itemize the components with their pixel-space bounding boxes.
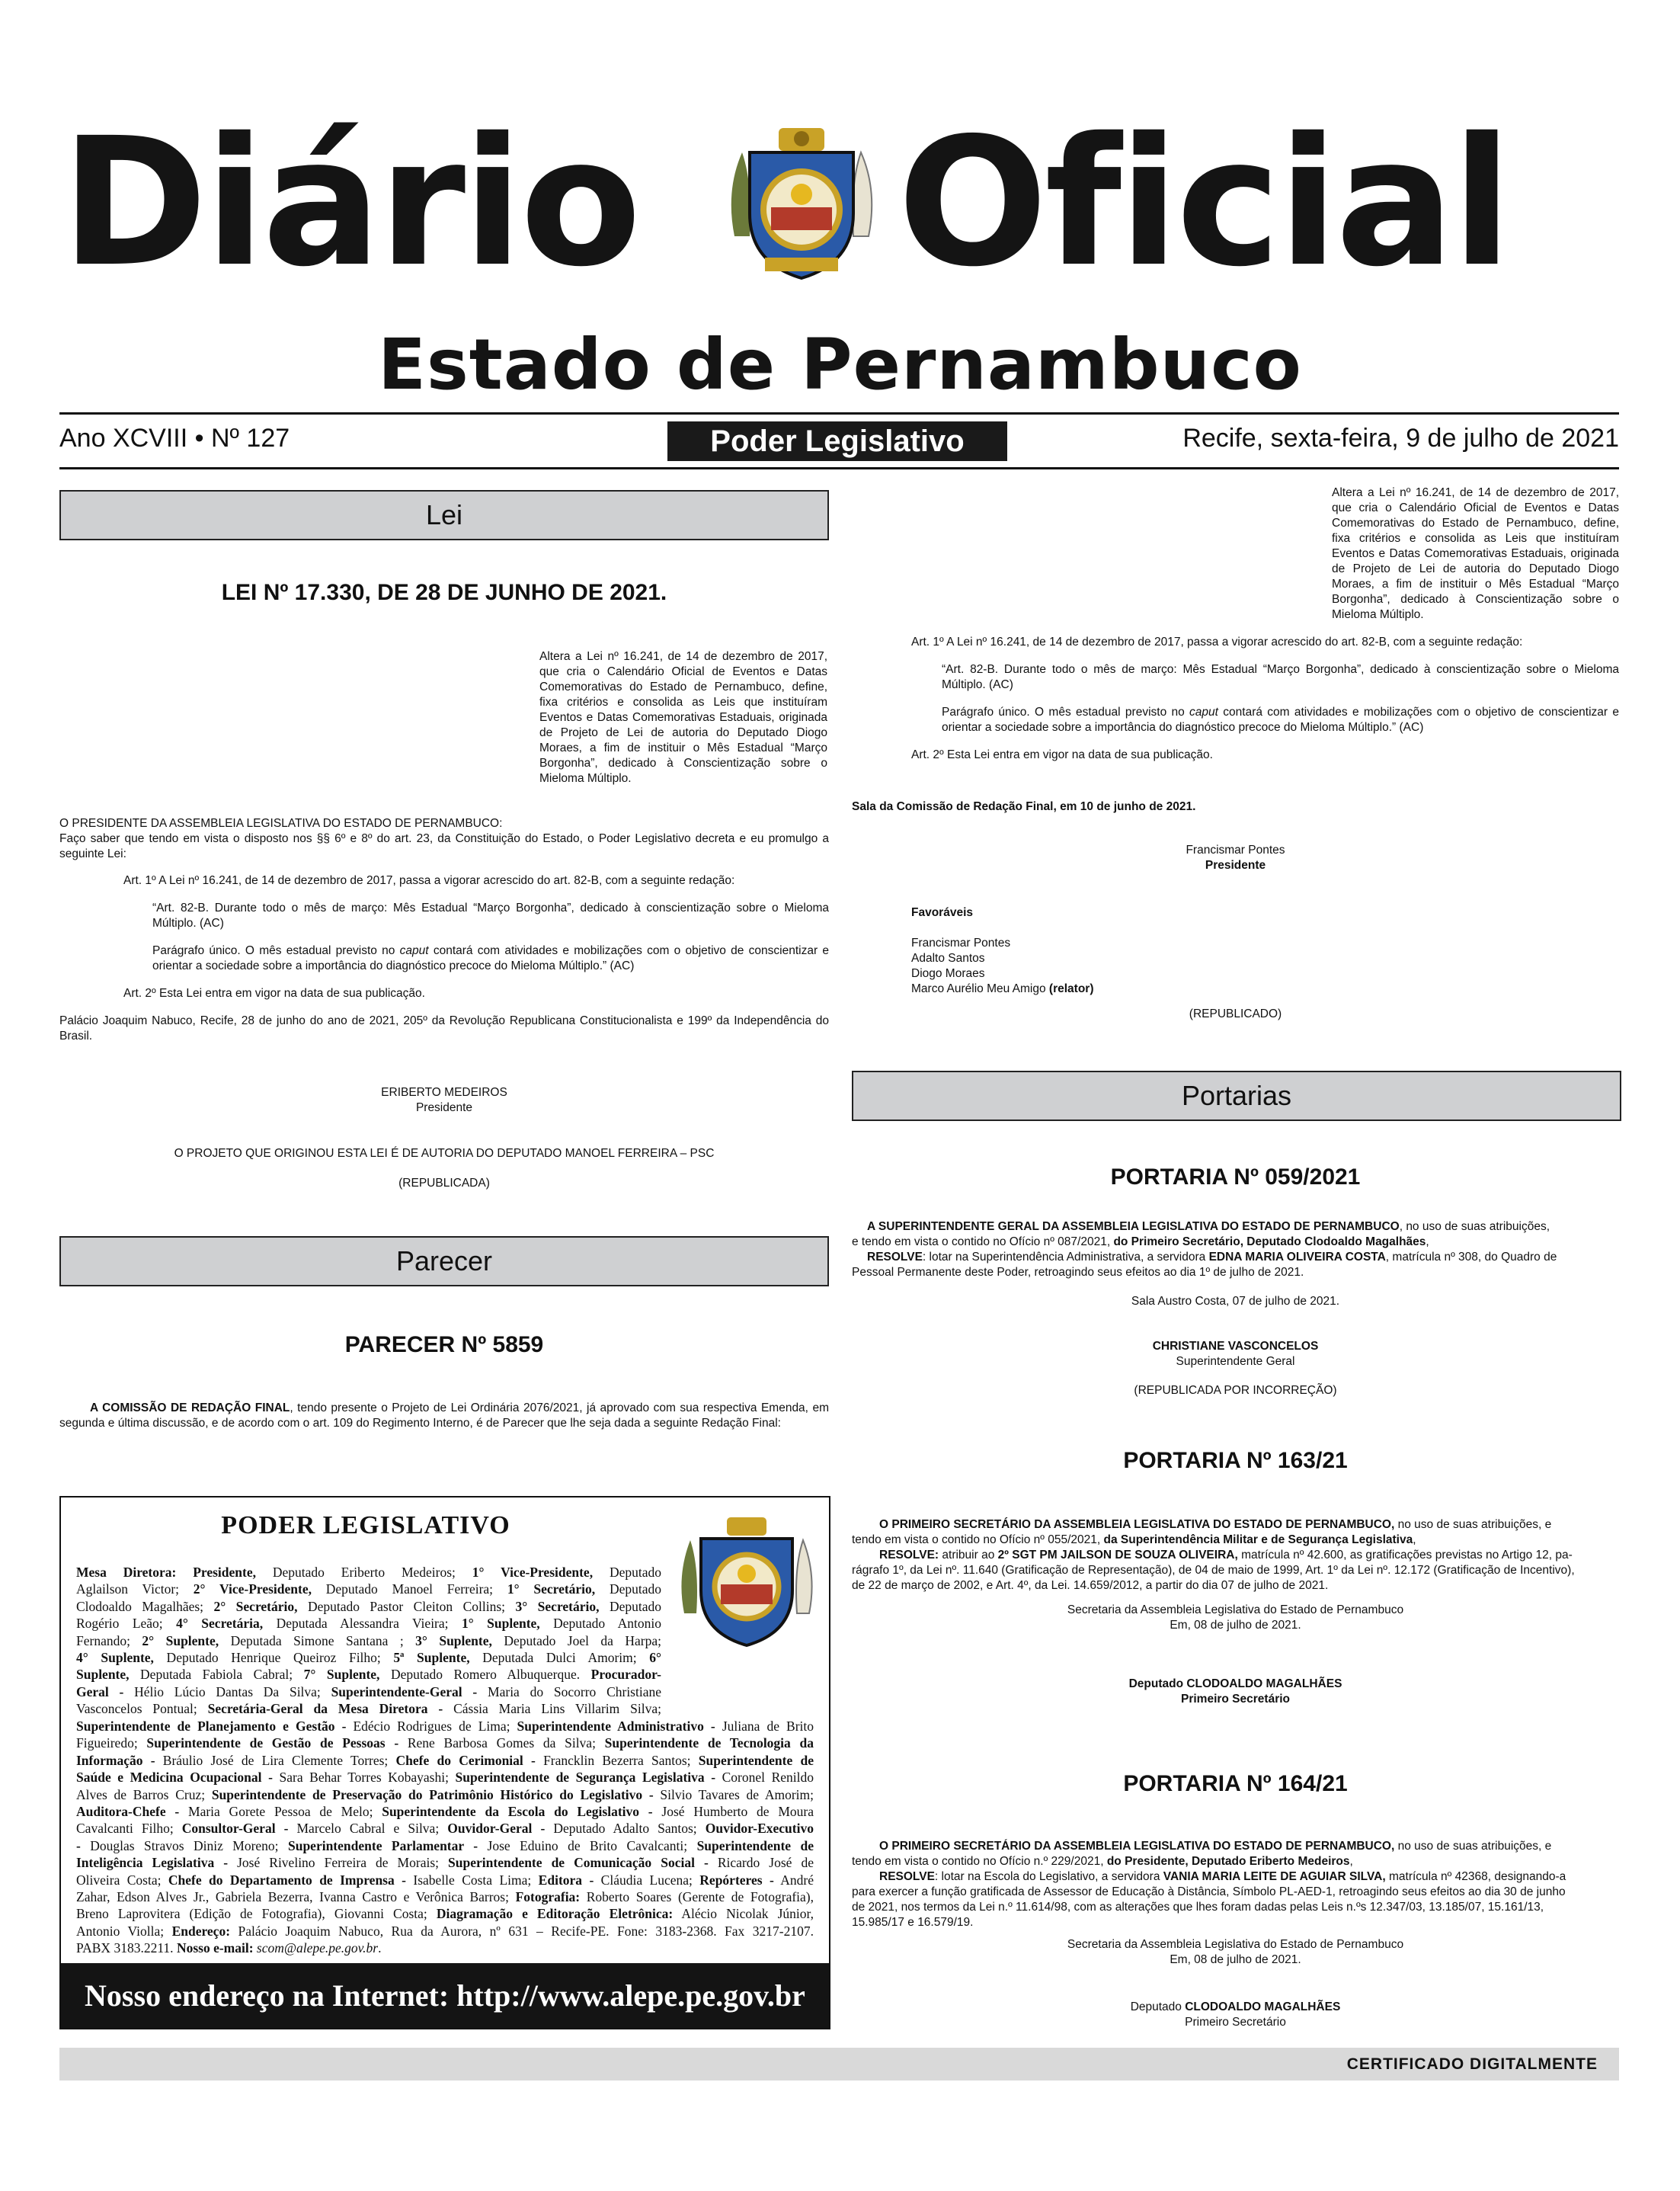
box-credit-text: Vasconcelos Pontual;	[76, 1701, 208, 1717]
box-credit-text: Ricardo José de	[708, 1855, 814, 1871]
p163-resolve-text: atribuir ao	[939, 1549, 998, 1562]
box-credit-text: Cláudia Lucena;	[594, 1872, 700, 1888]
favoravel-4	[911, 982, 1445, 997]
lei-signature	[59, 1085, 829, 1116]
box-credit-text: Ouvidor-Geral -	[447, 1821, 546, 1837]
lei-paragrafo-caput: caput	[399, 944, 429, 957]
p164-resolve-text: : lotar na Escola do Legislativo, a servidora	[934, 1870, 1163, 1883]
box-credit-text: 1° Suplente,	[461, 1616, 540, 1632]
p163-signature	[852, 1677, 1619, 1707]
box-credit-text: Deputado Joel da Harpa;	[491, 1632, 661, 1648]
parecer-title: PARECER Nº 5859	[344, 1332, 544, 1357]
box-credit-text: 3° Suplente,	[415, 1632, 492, 1648]
box-credit-text: 4° Suplente,	[76, 1650, 154, 1666]
box-credit-text: Superintendente de Gestão de Pessoas -	[146, 1735, 399, 1751]
lei-presidente-line: O PRESIDENTE DA ASSEMBLEIA LEGISLATIVA DO ESTADO DE PERNAMBUCO:	[59, 817, 503, 830]
parecer-art82b: “Art. 82-B. Durante todo o mês de março: Mês Estadual “Março Borgonha”, dedicado à conscientização sobre o Mieloma Múltiplo. (AC)	[942, 663, 1619, 691]
p059-signer-role: Superintendente Geral	[1176, 1355, 1295, 1368]
p059-sala: Sala Austro Costa, 07 de julho de 2021.	[1131, 1295, 1340, 1308]
box-credit-line	[76, 1769, 814, 1786]
p163-resolve: RESOLVE:	[879, 1549, 939, 1562]
box-credit-text: Informação -	[76, 1752, 155, 1768]
box-credit-text: Superintendente de Planejamento e Gestão -	[76, 1719, 347, 1734]
p163-line2-end: ,	[1413, 1533, 1416, 1546]
masthead-rule-bottom	[59, 467, 1619, 469]
box-credit-text: 5ª Suplente,	[393, 1650, 470, 1666]
parecer-chair	[852, 843, 1619, 873]
box-credit-text: Isabelle Costa Lima;	[405, 1872, 539, 1888]
p059-resolve-text: : lotar na Superintendência Administrativa, a servidora	[922, 1251, 1209, 1264]
p163-line1-rest: no uso de suas atribuições, e	[1394, 1518, 1552, 1531]
box-credit-text: Hélio Lúcio Dantas Da Silva;	[123, 1683, 331, 1699]
box-credit-text: 2° Secretário,	[213, 1598, 298, 1614]
box-credit-text: Mesa Diretora: Presidente,	[76, 1565, 256, 1580]
box-credit-text: Aglailson Victor;	[76, 1581, 194, 1597]
box-credit-line	[76, 1905, 814, 1922]
box-credit-text: 7° Suplente,	[303, 1667, 380, 1683]
box-credit-text: Oliveira Costa;	[76, 1872, 168, 1888]
poder-legislativo-box	[59, 1496, 830, 2029]
footer-band	[59, 2048, 1619, 2080]
box-credit-line	[76, 1923, 814, 1940]
portaria-164-body	[852, 1839, 1619, 1930]
box-credit-line	[76, 1820, 814, 1837]
box-credit-text: Jose Eduino de Brito Cavalcanti;	[478, 1837, 697, 1853]
box-credit-text: Figueiredo;	[76, 1735, 147, 1751]
p164-resolve: RESOLVE	[879, 1870, 935, 1883]
box-credit-text: Superintendente-Geral -	[331, 1683, 478, 1699]
box-credit-text: .	[378, 1940, 382, 1956]
box-credit-text: Superintendente de Comunicação Social -	[448, 1855, 709, 1871]
branch-banner: Poder Legislativo	[667, 421, 1007, 461]
box-credit-text: Superintendente Parlamentar -	[287, 1837, 478, 1853]
box-credit-text: Deputado	[595, 1581, 661, 1597]
favoravel-4-name: Marco Aurélio Meu Amigo	[911, 982, 1046, 995]
box-credit-text: 2° Suplente,	[142, 1632, 219, 1648]
lei-paragrafo-text-b: contará com atividades e mobilizações com o objetivo de conscientizar e orientar a sociedade sobre a importância do diagnóstico precoce do Mieloma Múltiplo.” (AC)	[152, 944, 829, 972]
box-credit-line	[76, 1940, 814, 1956]
box-credit-text: Maria do Socorro Christiane	[477, 1683, 661, 1699]
box-credit-text: Breno Laprovitera (Edição de Fotografia), Giovanni Costa;	[76, 1906, 437, 1922]
p163-resolve-c: rágrafo 1º, da Lei nº. 11.640 (Gratificação de Representação), de 04 de maio de 1999, Art. 1º da Lei nº. 12.172 (Gratificação de Incentivo),	[852, 1564, 1575, 1577]
p164-issuer: O PRIMEIRO SECRETÁRIO DA ASSEMBLEIA LEGISLATIVA DO ESTADO DE PERNAMBUCO,	[879, 1840, 1395, 1853]
parecer-ementa: Altera a Lei nº 16.241, de 14 de dezembro de 2017, que cria o Calendário Oficial de Eventos e Datas Comemorativas do Estado de Pernambuco, define, fixa critérios e consolida as Leis que instituíram Eventos e Datas Comemorativas Estaduais, originada de Projeto de Lei de autoria do Deputado Diogo Moraes, a fim de instituir o Mês Estadual “Março Borgonha”, dedicado à Conscientização sobre o Mieloma Múltiplo.	[1332, 486, 1619, 621]
box-credit-text: Deputado Adalto Santos;	[545, 1821, 706, 1837]
box-credit-text: 6°	[649, 1650, 662, 1666]
box-credit-line	[76, 1735, 814, 1751]
portaria-163-body	[852, 1517, 1619, 1594]
box-credit-text: Roberto Soares (Gerente de Fotografia),	[580, 1889, 814, 1905]
lei-projeto-autoria: O PROJETO QUE ORIGINOU ESTA LEI É DE AUTORIA DO DEPUTADO MANOEL FERREIRA – PSC	[174, 1147, 715, 1160]
p164-servidora: VANIA MARIA LEITE DE AGUIAR SILVA,	[1163, 1870, 1386, 1883]
box-credit-text: Rene Barbosa Gomes da Silva;	[398, 1735, 605, 1751]
box-credit-line	[76, 1752, 814, 1769]
box-credit-text: Zahar, Edson Alves Jr., Gabriela Bezerra, Ivanna Castro e Verônica Barros;	[76, 1889, 516, 1905]
box-credit-text: Rogério Leão;	[76, 1616, 177, 1632]
box-credit-line	[76, 1683, 661, 1700]
box-credit-line	[76, 1803, 814, 1820]
box-credit-text: Deputado Pastor Cleiton Collins;	[297, 1598, 516, 1614]
box-credit-text: Deputado Romero Albuquerque.	[379, 1667, 591, 1683]
box-credit-text: 3° Secretário,	[515, 1598, 600, 1614]
box-staff-list-wide	[76, 1718, 814, 1957]
box-credit-text: Deputado Manoel Ferreira;	[312, 1581, 507, 1597]
box-credit-text: Cássia Maria Lins Villarim Silva;	[443, 1701, 661, 1717]
box-credit-text: Editora -	[538, 1872, 594, 1888]
p164-line2-end: ,	[1349, 1855, 1353, 1868]
p059-resolve-end: Pessoal Permanente deste Poder, retroagindo seus efeitos ao dia 1º de julho de 2021.	[852, 1266, 1304, 1279]
box-credit-text: 4° Secretária,	[176, 1616, 264, 1632]
favoravel-4-relator: (relator)	[1048, 982, 1094, 995]
box-credit-text: Suplente,	[76, 1667, 130, 1683]
p059-line2-end: ,	[1426, 1235, 1429, 1248]
box-credit-text: Ouvidor-Executivo	[705, 1821, 814, 1837]
p164-signature	[852, 2000, 1619, 2030]
parecer-art2: Art. 2º Esta Lei entra em vigor na data de sua publicação.	[911, 748, 1213, 761]
box-credit-text: Deputado	[599, 1598, 661, 1614]
favoravel-1: Francismar Pontes	[911, 937, 1011, 950]
box-credit-line	[76, 1632, 661, 1649]
box-credit-line	[76, 1700, 661, 1717]
box-credit-text: Consultor-Geral -	[181, 1821, 289, 1837]
p164-signer-name: CLODOALDO MAGALHÃES	[1185, 2000, 1341, 2013]
box-credit-text: Chefe do Cerimonial -	[395, 1752, 536, 1768]
box-credit-line	[76, 1837, 814, 1854]
p059-oficio-from: do Primeiro Secretário, Deputado Clodoaldo Magalhães	[1113, 1235, 1426, 1248]
p163-oficio-from: da Superintendência Militar e de Segurança Legislativa	[1103, 1533, 1413, 1546]
box-credit-text: José Humberto de Moura	[652, 1804, 814, 1820]
box-credit-text: Douglas Stravos Diniz Moreno;	[80, 1837, 288, 1853]
p059-matricula: , matrícula nº 308, do Quadro de	[1385, 1251, 1557, 1264]
box-credit-text: Nosso e-mail:	[176, 1940, 254, 1956]
box-credit-text: Chefe do Departamento de Imprensa -	[168, 1872, 406, 1888]
p164-resolve-d: de 2021, nos termos da Lei n.º 11.614/98, com as alterações que lhes foram dadas pelas Leis n.ºs 12.347/03, 13.185/07, 15.161/13,	[852, 1901, 1544, 1914]
favoravel-2: Adalto Santos	[911, 952, 985, 965]
box-credit-text: Deputada Alessandra Vieira;	[263, 1616, 462, 1632]
p164-secretaria	[852, 1937, 1619, 1968]
parecer-chair-role: Presidente	[1205, 859, 1266, 872]
p059-oficio: e tendo em vista o contido no Ofício nº 087/2021,	[852, 1235, 1114, 1248]
box-credit-text: Cavalcanti Filho;	[76, 1821, 182, 1837]
box-credit-text: Endereço:	[171, 1923, 231, 1939]
box-credit-text: Deputada Dulci Amorim;	[469, 1650, 650, 1666]
state-coat-of-arms	[719, 122, 884, 288]
p059-servidora: EDNA MARIA OLIVEIRA COSTA	[1208, 1251, 1386, 1264]
lei-signer-role: Presidente	[415, 1101, 473, 1114]
box-credit-text: André	[773, 1872, 814, 1888]
lei-paragrafo-text-a: Parágrafo único. O mês estadual previsto no	[152, 944, 400, 957]
masthead-rule-top	[59, 412, 1619, 415]
box-staff-list-narrow	[76, 1564, 661, 1718]
box-credit-text: Saúde e Medicina Ocupacional -	[76, 1770, 273, 1786]
parecer-chair-name: Francismar Pontes	[1186, 844, 1285, 857]
box-credit-text: Antonio Violla;	[76, 1923, 172, 1939]
box-credit-line	[76, 1666, 661, 1683]
box-credit-line	[76, 1872, 814, 1888]
lei-ementa: Altera a Lei nº 16.241, de 14 de dezembro de 2017, que cria o Calendário Oficial de Eventos e Datas Comemorativas do Estado de Pernambuco, define, fixa critérios e consolida as Leis que instituíram Eventos e Datas Comemorativas Estaduais, originada de Projeto de Lei de autoria do Deputado Diogo Moraes, a fim de instituir o Mês Estadual “Março Borgonha”, dedicado à Conscientização sobre o Mieloma Múltiplo.	[539, 650, 827, 785]
box-credit-text: 1° Secretário,	[507, 1581, 596, 1597]
lei-republicada: (REPUBLICADA)	[398, 1177, 490, 1190]
box-credit-text: Maria Gorete Pessoa de Melo;	[179, 1804, 382, 1820]
p163-secretaria-line: Secretaria da Assembleia Legislativa do Estado de Pernambuco	[1067, 1603, 1404, 1616]
p164-em: Em, 08 de julho de 2021.	[1170, 1953, 1301, 1966]
box-credit-text: Deputado	[593, 1565, 661, 1580]
box-credit-text: 1° Vice-Presidente,	[472, 1565, 594, 1580]
box-credit-text: Francklin Bezerra Santos;	[535, 1752, 699, 1768]
box-credit-text: Superintendente de	[696, 1837, 814, 1853]
box-coat-of-arms	[670, 1514, 823, 1651]
lei-title: LEI Nº 17.330, DE 28 DE JUNHO DE 2021.	[221, 580, 667, 605]
p163-matricula: matrícula nº 42.600, as gratificações previstas no Artigo 12, pa-	[1237, 1549, 1573, 1562]
box-credit-text: Diagramação e Editoração Eletrônica:	[436, 1906, 674, 1922]
box-credit-text: Juliana de Brito	[715, 1719, 814, 1734]
box-credit-text: Alves de Barros Cruz;	[76, 1786, 212, 1802]
p059-line1-rest: , no uso de suas atribuições,	[1399, 1220, 1550, 1233]
lei-palacio: Palácio Joaquim Nabuco, Recife, 28 de junho do ano de 2021, 205º da Revolução Republicana Constitucionalista e 199º da Independência do Brasil.	[59, 1014, 829, 1043]
p164-line1-rest: no uso de suas atribuições, e	[1394, 1840, 1552, 1853]
lei-paragrafo-unico	[59, 943, 829, 974]
p163-resolve-d: de 22 de março de 2002, e Art. 4º, da Lei. 14.659/2012, a partir do dia 07 de julho de 2021.	[852, 1579, 1329, 1592]
coat-of-arms-small-icon	[670, 1514, 823, 1651]
box-credit-line	[76, 1615, 661, 1632]
box-credit-text: Palácio Joaquim Nabuco, Rua da Aurora, nº 631 – Recife-PE. Fone: 3183-2368. Fax 3217-2107.	[230, 1923, 814, 1939]
lei-signer-name: ERIBERTO MEDEIROS	[381, 1086, 507, 1099]
edition-number: Ano XCVIII • Nº 127	[59, 424, 290, 453]
lei-body	[59, 816, 829, 1044]
box-credit-text: 2° Vice-Presidente,	[193, 1581, 312, 1597]
section-header-portarias: Portarias	[852, 1071, 1621, 1121]
parecer-paragrafo-text-a: Parágrafo único. O mês estadual previsto no	[942, 706, 1190, 719]
parecer-art1: Art. 1º A Lei nº 16.241, de 14 de dezembro de 2017, passa a vigorar acrescido do art. 82-B, com a seguinte redação:	[911, 636, 1523, 649]
p059-signer-name: CHRISTIANE VASCONCELOS	[1152, 1340, 1319, 1353]
box-credit-text: Silvio Tavares de Amorim;	[653, 1786, 814, 1802]
box-credit-text: Deputado Eriberto Medeiros;	[256, 1565, 472, 1580]
section-header-lei: Lei	[59, 490, 829, 540]
lei-art2: Art. 2º Esta Lei entra em vigor na data de sua publicação.	[123, 987, 425, 1000]
parecer-intro-bold: A COMISSÃO DE REDAÇÃO FINAL	[90, 1401, 290, 1414]
p164-resolve-e: 15.985/17 e 16.579/19.	[852, 1916, 974, 1929]
box-credit-text: -	[76, 1837, 81, 1853]
box-credit-text: Sara Behar Torres Kobayashi;	[272, 1770, 456, 1786]
favoraveis-label: Favoráveis	[911, 906, 973, 919]
box-credit-text: Superintendente da Escola do Legislativo -	[382, 1804, 653, 1820]
p163-em: Em, 08 de julho de 2021.	[1170, 1619, 1301, 1632]
box-credit-line	[76, 1598, 661, 1615]
lei-art1: Art. 1º A Lei nº 16.241, de 14 de dezembro de 2017, passa a vigorar acrescido do art. 82-B, com a seguinte redação:	[123, 874, 735, 887]
box-credit-text: scom@alepe.pe.gov.br	[256, 1940, 379, 1956]
parecer-republicado: (REPUBLICADO)	[1189, 1007, 1282, 1020]
box-credit-text: Superintendente de Preservação do Patrimônio Histórico do Legislativo -	[211, 1786, 654, 1802]
section-header-parecer: Parecer	[59, 1236, 829, 1286]
box-credit-text: PABX 3183.2211.	[76, 1940, 177, 1956]
parecer-sala: Sala da Comissão de Redação Final, em 10 de junho de 2021.	[852, 800, 1196, 813]
masthead-title-oficial: Oficial	[898, 100, 1509, 306]
lei-faco-saber: Faço saber que tendo em vista o disposto nos §§ 6º e 8º do art. 23, da Constituição do Estado, o Poder Legislativo decreta e eu promulgo a seguinte Lei:	[59, 832, 829, 860]
box-credit-text: Deputada Fabiola Cabral;	[129, 1667, 304, 1683]
box-credit-text: Bráulio José de Lira Clemente Torres;	[155, 1752, 396, 1768]
lei-art82b: “Art. 82-B. Durante todo o mês de março: Mês Estadual “Março Borgonha”, dedicado à conscientização sobre o Mieloma Múltiplo. (AC)	[152, 902, 829, 930]
masthead-subtitle: Estado de Pernambuco	[378, 324, 1302, 405]
favoravel-3: Diogo Moraes	[911, 967, 985, 980]
p163-secretaria	[852, 1603, 1619, 1633]
p164-signer-prefix: Deputado	[1130, 2000, 1186, 2013]
box-credit-text: Clodoaldo Magalhães;	[76, 1598, 214, 1614]
p059-signature	[852, 1339, 1619, 1369]
coat-of-arms-icon	[719, 122, 884, 288]
p163-issuer: O PRIMEIRO SECRETÁRIO DA ASSEMBLEIA LEGISLATIVA DO ESTADO DE PERNAMBUCO,	[879, 1518, 1395, 1531]
box-internet-address: Nosso endereço na Internet: http://www.alepe.pe.gov.br	[61, 1963, 829, 2028]
masthead-title-diario: Diário	[61, 100, 638, 306]
p163-signer-role: Primeiro Secretário	[1180, 1693, 1290, 1706]
box-credit-line	[76, 1581, 661, 1597]
box-credit-text: José Rivelino Ferreira de Morais;	[228, 1855, 449, 1871]
publication-date: Recife, sexta-feira, 9 de julho de 2021	[1182, 424, 1619, 453]
p164-oficio-from: do Presidente, Deputado Eriberto Medeiros	[1106, 1855, 1350, 1868]
box-credit-line	[76, 1888, 814, 1905]
p059-resolve: RESOLVE	[867, 1251, 923, 1264]
box-credit-text: Fernando;	[76, 1632, 142, 1648]
parecer-intro-rest: , tendo presente o Projeto de Lei Ordinária 2076/2021, já aprovado com sua respectiva Emenda, em segunda e última discussão, e de acordo com o art. 109 do Regimento Interno, é de Parecer que lhe seja dada a seguinte Redação Final:	[59, 1401, 829, 1430]
box-credit-line	[76, 1564, 661, 1581]
portaria-164-title: PORTARIA Nº 164/21	[1123, 1771, 1348, 1796]
p059-issuer: A SUPERINTENDENTE GERAL DA ASSEMBLEIA LEGISLATIVA DO ESTADO DE PERNAMBUCO	[867, 1220, 1400, 1233]
portaria-059-body	[852, 1219, 1619, 1280]
box-credit-text: Superintendente de Segurança Legislativa -	[455, 1770, 716, 1786]
box-credit-text: Superintendente Administrativo -	[517, 1719, 715, 1734]
p164-matricula: matrícula nº 42368, designando-a	[1385, 1870, 1566, 1883]
p163-oficio: tendo em vista o contido no Ofício nº 055/2021,	[852, 1533, 1104, 1546]
parecer-intro	[59, 1401, 829, 1431]
box-credit-text: Secretária-Geral da Mesa Diretora -	[207, 1701, 443, 1717]
p164-secretaria-line: Secretaria da Assembleia Legislativa do Estado de Pernambuco	[1067, 1938, 1404, 1951]
box-credit-text: Geral -	[76, 1683, 124, 1699]
box-credit-text: Auditora-Chefe -	[76, 1804, 180, 1820]
parecer-body	[852, 635, 1619, 763]
p163-servidor: 2º SGT PM JAILSON DE SOUZA OLIVEIRA,	[997, 1549, 1238, 1562]
portaria-059-title: PORTARIA Nº 059/2021	[1110, 1164, 1361, 1190]
box-credit-text: Marcelo Cabral e Silva;	[288, 1821, 448, 1837]
parecer-paragrafo-unico	[852, 705, 1619, 735]
box-credit-text: Deputada Simone Santana ;	[219, 1632, 416, 1648]
p059-republicada: (REPUBLICADA POR INCORREÇÃO)	[1134, 1384, 1337, 1397]
box-credit-text: Edécio Rodrigues de Lima;	[346, 1719, 517, 1734]
p163-signer-name: Deputado CLODOALDO MAGALHÃES	[1128, 1677, 1342, 1690]
box-credit-text: Alécio Nicolak Júnior,	[673, 1906, 814, 1922]
certificado-digitalmente-label: CERTIFICADO DIGITALMENTE	[1346, 2055, 1598, 2073]
parecer-paragrafo-text-b: contará com atividades e mobilizações com o objetivo de conscientizar e orientar a sociedade sobre a importância do diagnóstico precoce do Mieloma Múltiplo.” (AC)	[942, 706, 1619, 734]
box-credit-text: Superintendente de	[698, 1752, 814, 1768]
box-credit-line	[76, 1854, 814, 1871]
box-title: PODER LEGISLATIVO	[221, 1511, 510, 1539]
p164-signer-role: Primeiro Secretário	[1185, 2016, 1286, 2029]
box-credit-text: Inteligência Legislativa -	[76, 1855, 229, 1871]
p164-oficio: tendo em vista o contido no Ofício n.º 229/2021,	[852, 1855, 1107, 1868]
parecer-favoraveis	[911, 905, 1445, 997]
box-credit-text: Deputado Antonio	[539, 1616, 662, 1632]
box-credit-text: Fotografia:	[515, 1889, 581, 1905]
p164-resolve-c: para exercer a função gratificada de Assessor de Educação à Distância, Símbolo PL-AED-1, retroagindo seus efeitos ao dia 30 de junho	[852, 1885, 1566, 1898]
parecer-paragrafo-caput: caput	[1189, 706, 1218, 719]
box-credit-text: Coronel Renildo	[715, 1770, 814, 1786]
portaria-163-title: PORTARIA Nº 163/21	[1123, 1448, 1348, 1473]
box-credit-text: Superintendente de Tecnologia da	[604, 1735, 814, 1751]
box-credit-line	[76, 1786, 814, 1803]
box-credit-line	[76, 1718, 814, 1735]
box-credit-line	[76, 1649, 661, 1666]
box-credit-text: Deputado Henrique Queiroz Filho;	[153, 1650, 394, 1666]
box-credit-text: Repórteres -	[699, 1872, 774, 1888]
box-credit-text: Procurador-	[590, 1667, 662, 1683]
